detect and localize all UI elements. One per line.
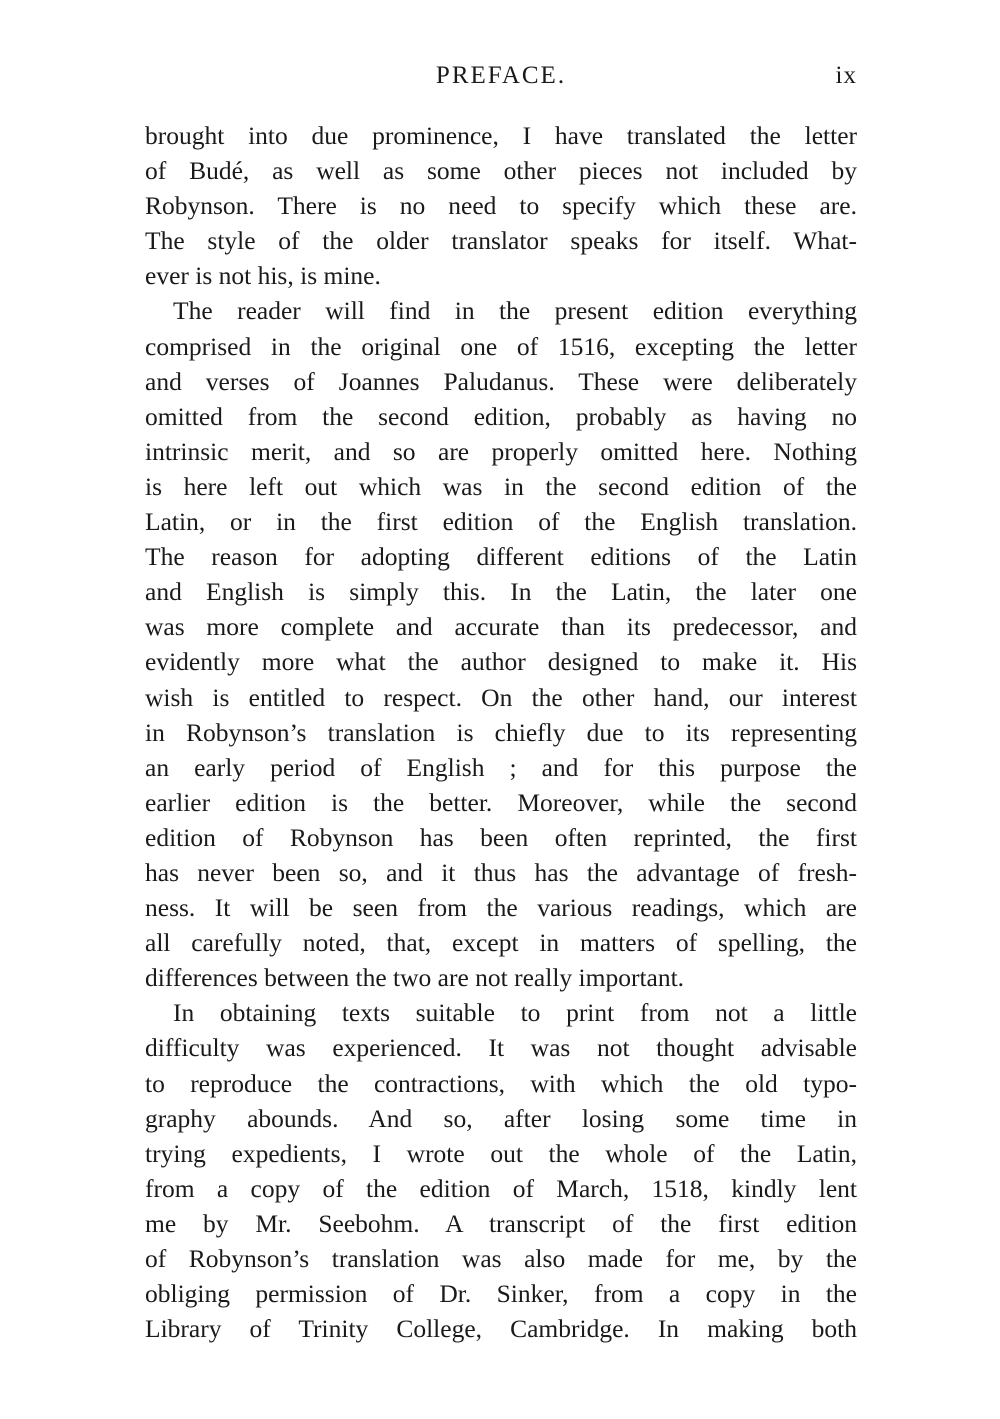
paragraph-3: [145, 995, 857, 1346]
text-line: has never been so, and it thus has the advantage of fresh-: [145, 857, 857, 887]
text-line: obliging permission of Dr. Sinker, from a copy in the: [145, 1279, 857, 1309]
paragraph-1: [145, 118, 857, 293]
text-line: intrinsic merit, and so are properly omitted here. Nothing: [145, 436, 857, 466]
text-line: an early period of English ; and for this purpose the: [145, 752, 857, 782]
text-line: differences between the two are not really important.: [145, 963, 685, 993]
text-line: was more complete and accurate than its predecessor, and: [145, 612, 857, 642]
text-line: in Robynson’s translation is chiefly due to its representing: [145, 717, 857, 747]
running-head: [145, 62, 857, 102]
text-line: brought into due prominence, I have translated the letter: [145, 121, 857, 150]
body-text: [145, 118, 857, 1346]
text-line: The reason for adopting different editions of the Latin: [145, 542, 857, 572]
text-line: difficulty was experienced. It was not thought advisable: [145, 1033, 857, 1063]
page-number: ix: [835, 62, 857, 89]
text-line: of Robynson’s translation was also made for me, by the: [145, 1244, 857, 1273]
text-line: and English is simply this. In the Latin, the later one: [145, 577, 857, 607]
text-line: me by Mr. Seebohm. A transcript of the first edition: [145, 1208, 857, 1238]
text-line: evidently more what the author designed to make it. His: [145, 647, 857, 677]
text-line: The reader will find in the present edition everything: [173, 296, 857, 326]
text-line: is here left out which was in the second edition of the: [145, 471, 857, 501]
text-line: Latin, or in the first edition of the English translation.: [145, 507, 857, 537]
text-line: to reproduce the contractions, with which the old typo-: [145, 1068, 857, 1098]
text-line: and verses of Joannes Paludanus. These were deliberately: [145, 366, 857, 396]
text-line: wish is entitled to respect. On the other hand, our interest: [145, 682, 857, 712]
paragraph-2: [145, 293, 857, 995]
text-line: trying expedients, I wrote out the whole of the Latin,: [145, 1138, 857, 1168]
text-line: omitted from the second edition, probably as having no: [145, 401, 857, 431]
text-line: Robynson. There is no need to specify which these are.: [145, 191, 857, 221]
text-line: all carefully noted, that, except in matters of spelling, the: [145, 928, 857, 958]
text-line: of Budé, as well as some other pieces not included by: [145, 156, 857, 186]
text-line: earlier edition is the better. Moreover, while the second: [145, 787, 857, 817]
text-line: from a copy of the edition of March, 1518, kindly lent: [145, 1173, 857, 1203]
running-title: PREFACE.: [435, 62, 567, 89]
text-line: graphy abounds. And so, after losing some time in: [145, 1103, 857, 1133]
text-line: edition of Robynson has been often reprinted, the first: [145, 822, 857, 852]
text-line: Library of Trinity College, Cambridge. In making both: [145, 1314, 857, 1344]
text-line: ness. It will be seen from the various readings, which are: [145, 893, 857, 923]
text-line: The style of the older translator speaks for itself. What-: [145, 226, 857, 256]
text-line: comprised in the original one of 1516, excepting the letter: [145, 331, 857, 361]
text-line: ever is not his, is mine.: [145, 261, 381, 291]
text-line: In obtaining texts suitable to print from not a little: [173, 998, 857, 1028]
